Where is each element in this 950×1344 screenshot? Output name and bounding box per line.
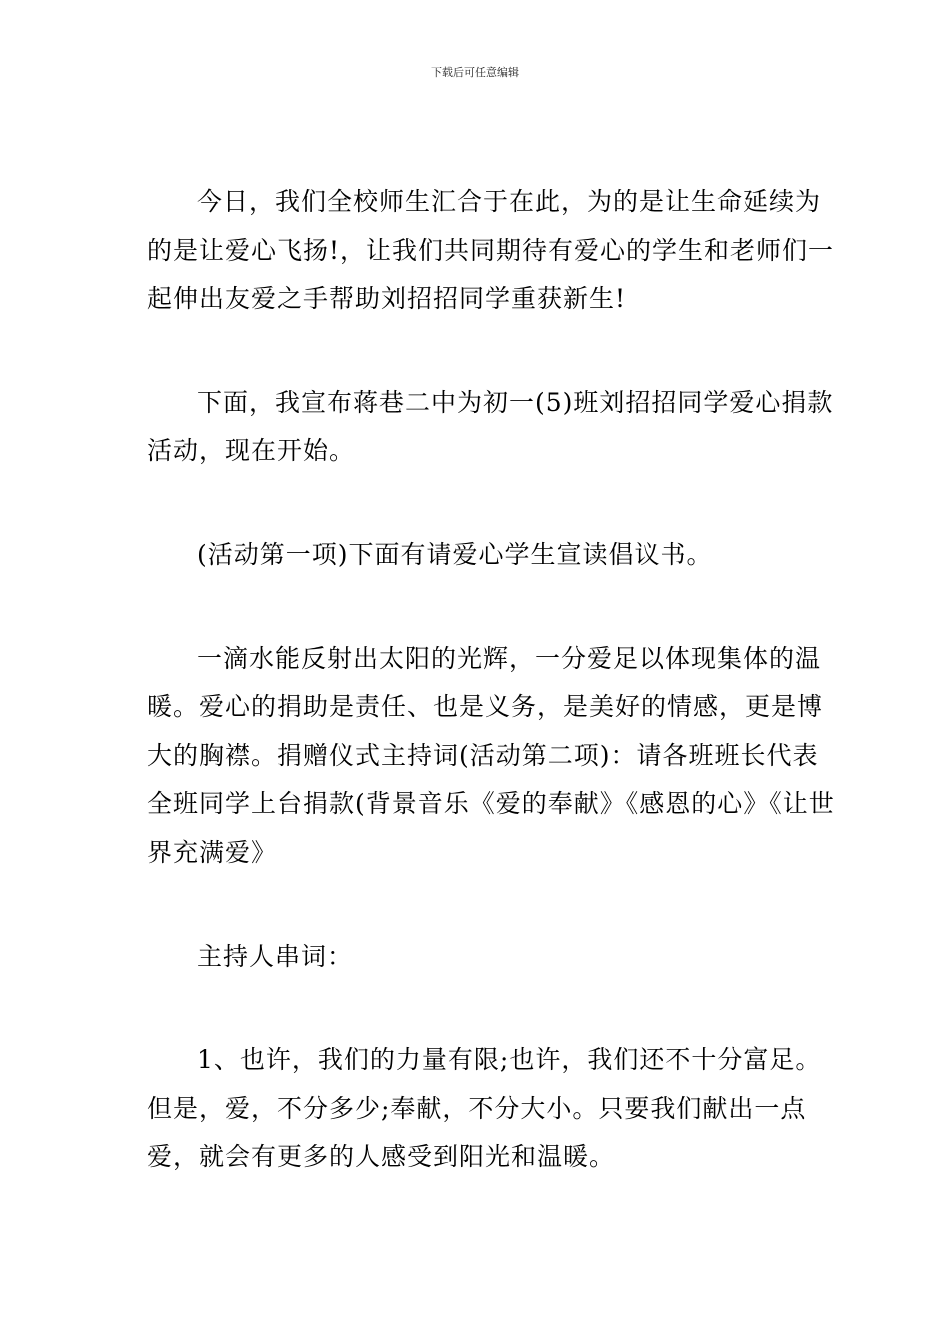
paragraph-opening: 今日，我们全校师生汇合于在此，为的是让生命延续为的是让爱心飞扬!，让我们共同期待有爱心的学生和老师们一起伸出友爱之手帮助刘招招同学重获新生!	[147, 187, 835, 314]
document-body	[147, 178, 837, 1182]
paragraph-host-line-one: 1、也许，我们的力量有限;也许，我们还不十分富足。但是，爱，不分多少;奉献，不分大小。只要我们献出一点爱，就会有更多的人感受到阳光和温暖。	[147, 1045, 822, 1172]
paragraph-item-two: 一滴水能反射出太阳的光辉，一分爱足以体现集体的温暖。爱心的捐助是责任、也是义务，是美好的情感，更是博大的胸襟。捐赠仪式主持词(活动第二项)：请各班班长代表全班同学上台捐款(背景音乐《爱的奉献》《感恩的心》《让世界充满爱》	[147, 643, 835, 867]
header-note: 下载后可任意编辑	[431, 66, 519, 79]
paragraph-announcement: 下面，我宣布蒋巷二中为初一(5)班刘招招同学爱心捐款活动，现在开始。	[147, 387, 834, 466]
paragraph-item-one: (活动第一项)下面有请爱心学生宣读倡议书。	[197, 539, 713, 569]
paragraph-host-heading: 主持人串词：	[197, 941, 354, 971]
